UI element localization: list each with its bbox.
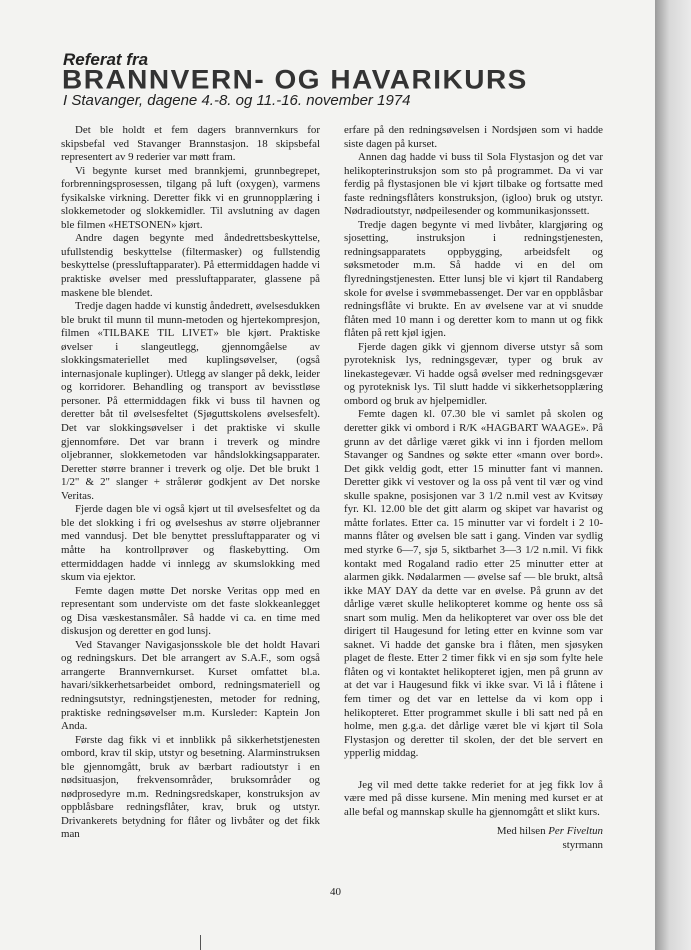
paragraph: Første dag fikk vi et innblikk på sikkerhetstjenesten ombord, krav til skip, utstyr og besetning. Alarminstruksen ble gjennomgått, bruk av bærbart radioutstyr i en nødsituasjon, frekvensområder, bruksområder og nødprosedyre m.m. Redningsredskaper, konstruksjon av oppblåsbare redningsflåter, krav, bruk og utstyr. Drivankerets betydning for flåter og livbåter og det fikk man bbox=[61, 733, 320, 841]
paragraph: Tredje dagen begynte vi med livbåter, klargjøring og sjosetting, instruksjon i redningstjenesten, redningsapparatets oppbygging, arbeidsfelt og søksmetoder m.m. Så hadde vi en del om flyredningstjenesten. Etter lunsj ble vi kjørt til Randaberg skole for øvelse i svømmebassenget. Der var en oppblåsbar redningsflåte vi brukte. En av øvelsene var at vi snudde flåten med 10 mann i og deretter kom to mann ut og fikk flåten på rett kjøl igjen. bbox=[344, 218, 603, 340]
closing: Med hilsen bbox=[496, 825, 546, 838]
article-kicker: Referat fra bbox=[63, 50, 149, 69]
left-column bbox=[61, 124, 320, 842]
paragraph: Annen dag hadde vi buss til Sola Flystasjon og det var helikopterinstruksjon som sto på programmet. Da vi var ferdig på flystasjonen ble vi kjørt tilbake og fortsatte med faste redningsflåters konstruksjon, (igloo) bruk og utstyr. Nødradioutstyr, nødpeilesender og kommunikasjonssett. bbox=[344, 151, 603, 218]
paragraph: Vi begynte kurset med brannkjemi, grunnbegrepet, forbrenningsprosessen, tilgang på luft (oxygen), varmens fysikalske virkning. Deretter fikk vi en grunnopplæring i slokkemetoder og slokkemidler. Til avslutning av dagen ble filmen «HETSONEN» kjørt. bbox=[61, 164, 320, 231]
article-subtitle: I Stavanger, dagene 4.-8. og 11.-16. november 1974 bbox=[63, 92, 411, 109]
signature-line bbox=[344, 825, 603, 839]
author-name: Per Fiveltun bbox=[548, 825, 603, 838]
paragraph: erfare på den redningsøvelsen i Nordsjøen som vi hadde siste dagen på kurset. bbox=[344, 124, 603, 150]
paragraph: Femte dagen møtte Det norske Veritas opp med en representant som underviste om det faste slokkeanlegget og Disa væskestansmåler. Så hadde vi ca. en time med diskusjon og deretter en god lunsj. bbox=[61, 584, 320, 638]
paragraph: Tredje dagen hadde vi kunstig åndedrett, øvelsesdukken ble brukt til munn til munn-metoden og hjertekompresjon, filmen «TILBAKE TIL LIVET» ble kjørt. Praktiske øvelser i slangeutlegg, gjennomgåelse av slokkingsmateriellet med kuplingsøvelser, (også internasjonale kuplinger). Utlegg av slanger på dekk, leider og korridorer. Behandling og transport av bevisstløse personer. På ettermiddagen fikk vi buss til havnen og deretter båt til øvelsesfeltet (Sjøguttskolens øvelsesfelt). Det var slokkingsøvelser i det praktiske vi skulle gjennomføre. Det var brann i treverk og mindre oljebranner, slokkemetoden var håndslokkingsapparater. Deretter større branner i treverk og olje. Det ble brukt 1 1/2" & 2" slanger + strålerør godkjent av Det norske Veritas. bbox=[61, 300, 320, 502]
article-title: BRANNVERN- OG HAVARIKURS bbox=[62, 64, 528, 95]
paragraph: Femte dagen kl. 07.30 ble vi samlet på skolen og deretter gikk vi ombord i R/K «HAGBART WAAGE». På grunn av det dårlige været gikk vi inn i fjorden mellom Stavanger og Sandnes og søkte etter «mann over bord». Det gikk veldig godt, etter 15 minutter fant vi mannen. Deretter gikk vi vestover og la oss på vent til vær og vind skulle spakne, posisjonen var 3 1/2 n.mil vest av Kvitsøy fyr. Kl. 12.00 ble det gitt alarm og skipet var havarist og måtte forlates. Etter ca. 15 minutter var vi fordelt i 2 10-manns flåter og øvelsen ble satt i gang. Vinden var sydlig med styrke 6—7, sjø 5, siktbarhet 3—3 1/2 n.mil. Vi fikk kontakt med Rogaland radio etter 25 minutter etter at alarmen gikk. Nødalarmen — øvelse saf — ble brukt, altså ikke MAY DAY da dette var en øvelse. På grunn av det dårlige været skulle helikopteret komme og hente oss så snart som mulig. Men da helikopteret var over oss ble det dirigert til Haugesund for leting etter en kvinne som var saknet. Vi hadde det ganske bra i flåten, men sjøsyken plaget de fleste. Etter 2 timer fikk vi en sjø som fylte hele flåten og vi kontaktet helikopteret igjen, men på grunn av at det var i Haugesund fikk vi ikke svar. Vi lå i flåtene i fem timer og det var en lettelse da vi kom opp i helikopteret. Etter programmet skulle i bli satt ned på en holme, men g.g.a. det dårlige været ble vi kjørt til Sola Flystasjon og deretter til skolen, der det ble servert en ypperlig middag. bbox=[344, 408, 603, 760]
right-column bbox=[344, 124, 603, 852]
author-role: styrmann bbox=[562, 838, 603, 851]
page-edge-shadow bbox=[655, 0, 691, 950]
paragraph: Det ble holdt et fem dagers brannvernkurs for skipsbefal ved Stavanger Brannstasjon. 18 skipsbefal representert av 9 rederier var møtt fram. bbox=[61, 124, 320, 164]
crop-mark bbox=[200, 935, 201, 950]
page-number: 40 bbox=[330, 886, 341, 898]
paragraph: Jeg vil med dette takke rederiet for at jeg fikk lov å være med på disse kursene. Min mening med kurset er at alle befal og mannskap skulle ha gjennomgått et slikt kurs. bbox=[344, 778, 603, 818]
paragraph: Ved Stavanger Navigasjonsskole ble det holdt Havari og redningskurs. Det ble arrangert av S.A.F., som også arrangerte Brannvernkurset. Kurset omfattet bl.a. havari/sikkerhetsarbeidet ombord, redningsmateriell og redningsutstyr, redningstjenesten, metoder for redning, praktiske redningsøvelser m.m. Kursleder: Kaptein Jon Anda. bbox=[61, 638, 320, 733]
paragraph: Fjerde dagen gikk vi gjennom diverse utstyr så som pyroteknisk lys, redningsgevær, typer og bruk av linekastegevær. Vi hadde også øvelser med redningsgevær og pyroteknisk lys. Til slutt hadde vi sikkerhetsopplæring ombord og bruk av hjelpemidler. bbox=[344, 340, 603, 407]
paragraph: Fjerde dagen ble vi også kjørt ut til øvelsesfeltet og da ble det slokking i fri og øvelseshus av større oljebranner med vanndusj. Det ble benyttet pressluftapparater og vi måtte ha kontrollprøver og flaskebytting. Om ettermiddagen hadde vi innlegg av skumslokking med skum via ejektor. bbox=[61, 503, 320, 584]
paragraph: Andre dagen begynte med åndedrettsbeskyttelse, ufullstendig beskyttelse (filtermasker) og fullstendig beskyttelse (pressluftapparater). På ettermiddagen hadde vi praktiske øvelser med pressluftapparater, glassene på maskene ble blendet. bbox=[61, 232, 320, 299]
